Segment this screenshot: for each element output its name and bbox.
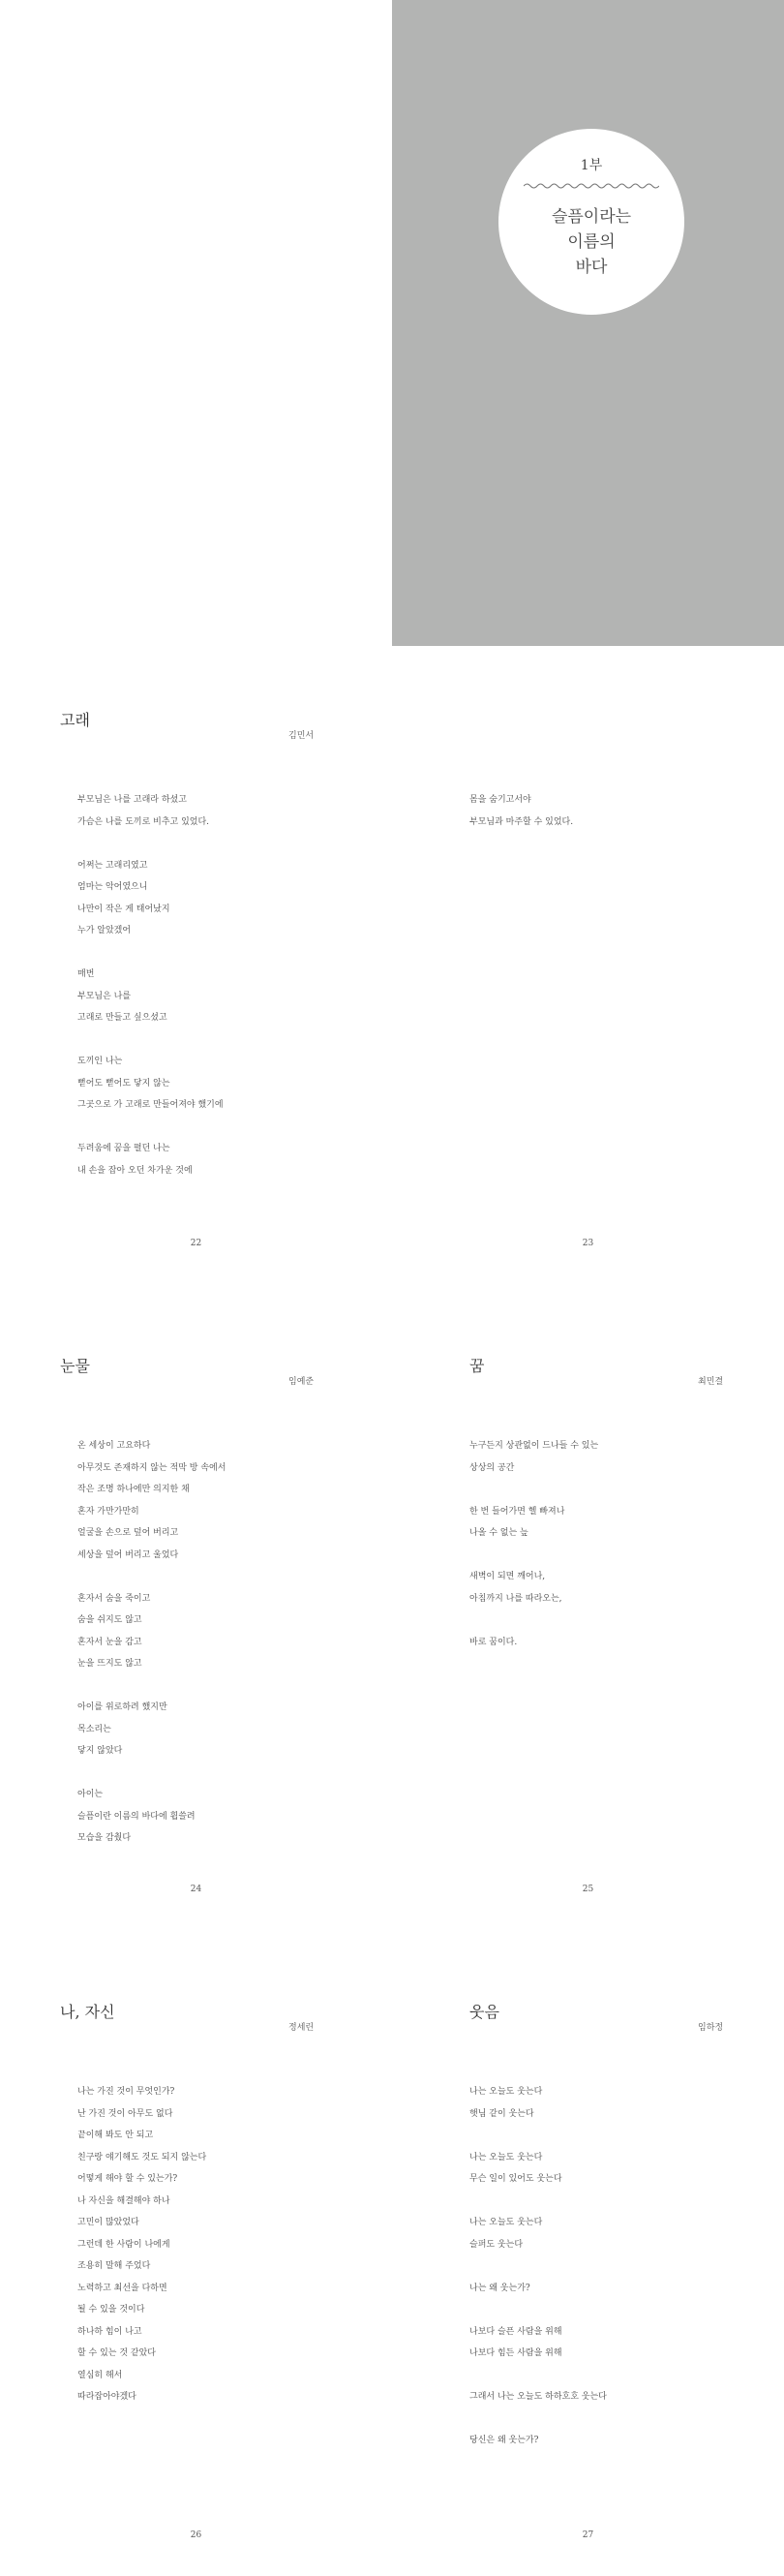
- poem-line: 바로 꿈이다.: [469, 1637, 518, 1647]
- page-24: [0, 1354, 392, 1903]
- part-title-circle: [498, 129, 684, 315]
- poem-line: 내 손을 잡아 오던 차가운 것에: [77, 1165, 193, 1176]
- poem-title: 눈물: [60, 1357, 90, 1375]
- poem-line: 아이를 위로하려 했지만: [77, 1702, 167, 1712]
- poem-line: 그곳으로 가 고래로 만들어져야 했기에: [77, 1100, 224, 1110]
- poem-body: [469, 1435, 598, 1653]
- page-number: 26: [190, 2530, 202, 2540]
- poem-line: 조용히 말해 주었다: [77, 2261, 151, 2271]
- poem-body: [77, 2081, 206, 2408]
- poem-line: 부모님과 마주할 수 있었다.: [469, 816, 574, 827]
- poem-line: 매번: [77, 969, 95, 979]
- poem-line: 그런데 한 사람이 나에게: [77, 2239, 170, 2250]
- part-title-line: 슬픔이라는: [551, 207, 632, 227]
- page-number: 24: [190, 1885, 202, 1894]
- poem-body: [77, 1435, 226, 1850]
- page-25: [392, 1354, 784, 1903]
- poem-line: 누구든지 상관없이 드나들 수 있는: [469, 1441, 599, 1451]
- poem-line: 아이는: [77, 1790, 104, 1799]
- poem-line: 나만이 작은 게 태어났지: [77, 904, 170, 914]
- poem-author: 김민서: [288, 731, 315, 741]
- poem-line: 될 수 있을 것이다: [77, 2305, 145, 2315]
- poem-author: 최민결: [698, 1377, 724, 1387]
- part-number: 1부: [580, 158, 603, 173]
- poem-line: 고민이 많았었다: [77, 2218, 139, 2227]
- poem-line: 나는 오늘도 웃는다: [469, 2218, 543, 2227]
- part-title-line: 이름의: [567, 232, 616, 252]
- poem-line: 그래서 나는 오늘도 하하호호 웃는다: [469, 2392, 607, 2402]
- spread-26-27: [0, 2000, 784, 2576]
- poem-line: 나는 오늘도 웃는다: [469, 2087, 543, 2097]
- poem-line: 모습을 감췄다: [77, 1833, 132, 1843]
- page-number: 23: [582, 1239, 594, 1248]
- poem-line: 아침까지 나를 따라오는,: [469, 1593, 562, 1604]
- poem-line: 가슴은 나를 도끼로 비추고 있었다.: [77, 816, 210, 827]
- poem-line: 나는 오늘도 웃는다: [469, 2152, 543, 2162]
- poem-line: 나보다 힘든 사람을 위해: [469, 2348, 562, 2358]
- poem-line: 닿지 않았다: [77, 1746, 123, 1756]
- poem-title: 나, 자신: [60, 2003, 115, 2021]
- poem-author: 임하정: [698, 2023, 724, 2033]
- poem-line: 숨을 쉬지도 않고: [77, 1615, 142, 1625]
- poem-line: 아무것도 존재하지 않는 적막 방 속에서: [77, 1462, 226, 1473]
- poem-line: 고래로 만들고 싶으셨고: [77, 1013, 167, 1023]
- page-number: 27: [582, 2530, 594, 2540]
- poem-line: 따라잡아야겠다: [77, 2392, 136, 2402]
- page-23: [392, 708, 784, 1257]
- poem-line: 노력하고 최선을 다하면: [77, 2283, 167, 2293]
- poem-line: 햇님 같이 웃는다: [469, 2108, 534, 2119]
- poem-line: 도끼인 나는: [77, 1057, 123, 1066]
- poem-line: 나올 수 없는 늪: [469, 1528, 528, 1538]
- poem-line: 어떻게 해야 할 수 있는가?: [77, 2174, 178, 2184]
- page-22: [0, 708, 392, 1257]
- poem-body: [469, 789, 573, 833]
- spread-24-25: [0, 1354, 784, 1903]
- poem-line: 부모님은 나를: [77, 991, 132, 1001]
- poem-line: 혼자서 숨을 죽이고: [77, 1593, 151, 1604]
- part-title: [498, 204, 684, 280]
- poem-line: 눈을 뜨지도 않고: [77, 1659, 142, 1669]
- poem-line: 두려움에 꿈을 펼던 나는: [77, 1144, 170, 1153]
- poem-line: 나보다 슬픈 사람을 위해: [469, 2326, 562, 2337]
- poem-line: 할 수 있는 것 같았다: [77, 2348, 156, 2358]
- poem-line: 상상의 공간: [469, 1462, 515, 1473]
- poem-title: 꿈: [469, 1357, 485, 1375]
- poem-line: 어쩌는 고래리였고: [77, 860, 148, 871]
- page-27: [392, 2000, 784, 2576]
- poem-author: 임예준: [288, 1377, 315, 1387]
- poem-line: 슬퍼도 웃는다: [469, 2239, 524, 2250]
- poem-author: 정세린: [288, 2023, 315, 2033]
- cover-page: [392, 0, 784, 646]
- poem-line: 끝이해 봐도 안 되고: [77, 2131, 154, 2140]
- poem-title: 웃음: [469, 2003, 499, 2021]
- poem-line: 친구랑 얘기해도 것도 되지 않는다: [77, 2152, 207, 2162]
- poem-title: 고래: [60, 711, 90, 729]
- poem-line: 부모님은 나를 고래라 하셨고: [77, 795, 187, 805]
- poem-line: 누가 알았겠어: [77, 926, 132, 935]
- poem-body: [469, 2081, 607, 2452]
- poem-line: 혼자서 눈을 감고: [77, 1637, 142, 1647]
- poem-line: 엄마는 악어였으니: [77, 882, 148, 892]
- poem-line: 작은 조명 하나에만 의지한 채: [77, 1485, 190, 1494]
- poem-line: 뻗어도 뻗어도 닿지 않는: [77, 1078, 170, 1089]
- poem-body: [77, 789, 224, 1181]
- page-number: 25: [582, 1885, 594, 1894]
- part-cover-spread: [0, 0, 784, 646]
- poem-line: 한 번 들어가면 헬 빠져나: [469, 1506, 565, 1517]
- poem-line: 목소리는: [77, 1724, 111, 1734]
- poem-line: 나 자신을 해결해야 하나: [77, 2195, 170, 2206]
- poem-line: 하나하 힘이 나고: [77, 2326, 142, 2337]
- poem-line: 슬픔이란 이름의 바다에 휩쓸려: [77, 1811, 196, 1822]
- poem-line: 난 가진 것이 아무도 없다: [77, 2108, 173, 2119]
- poem-line: 온 세상이 고요하다: [77, 1441, 151, 1451]
- poem-line: 열심히 해서: [77, 2370, 123, 2380]
- page-26: [0, 2000, 392, 2576]
- poem-line: 당신은 왜 웃는가?: [469, 2436, 539, 2445]
- poem-line: 몸을 숨기고서야: [469, 795, 531, 805]
- poem-line: 새벽이 되면 깨어나,: [469, 1572, 546, 1581]
- spread-22-23: [0, 708, 784, 1257]
- poem-line: 혼자 가만가만히: [77, 1506, 139, 1517]
- part-title-line: 바다: [575, 258, 608, 277]
- poem-line: 나는 가진 것이 무엇인가?: [77, 2087, 175, 2097]
- poem-line: 세상을 덮어 버리고 울었다: [77, 1549, 179, 1560]
- poem-line: 무슨 일이 있어도 웃는다: [469, 2174, 562, 2184]
- wave-ornament: [524, 182, 659, 190]
- poem-line: 얼굴을 손으로 덮어 버리고: [77, 1528, 179, 1538]
- page-number: 22: [190, 1239, 202, 1248]
- poem-line: 나는 왜 웃는가?: [469, 2283, 530, 2293]
